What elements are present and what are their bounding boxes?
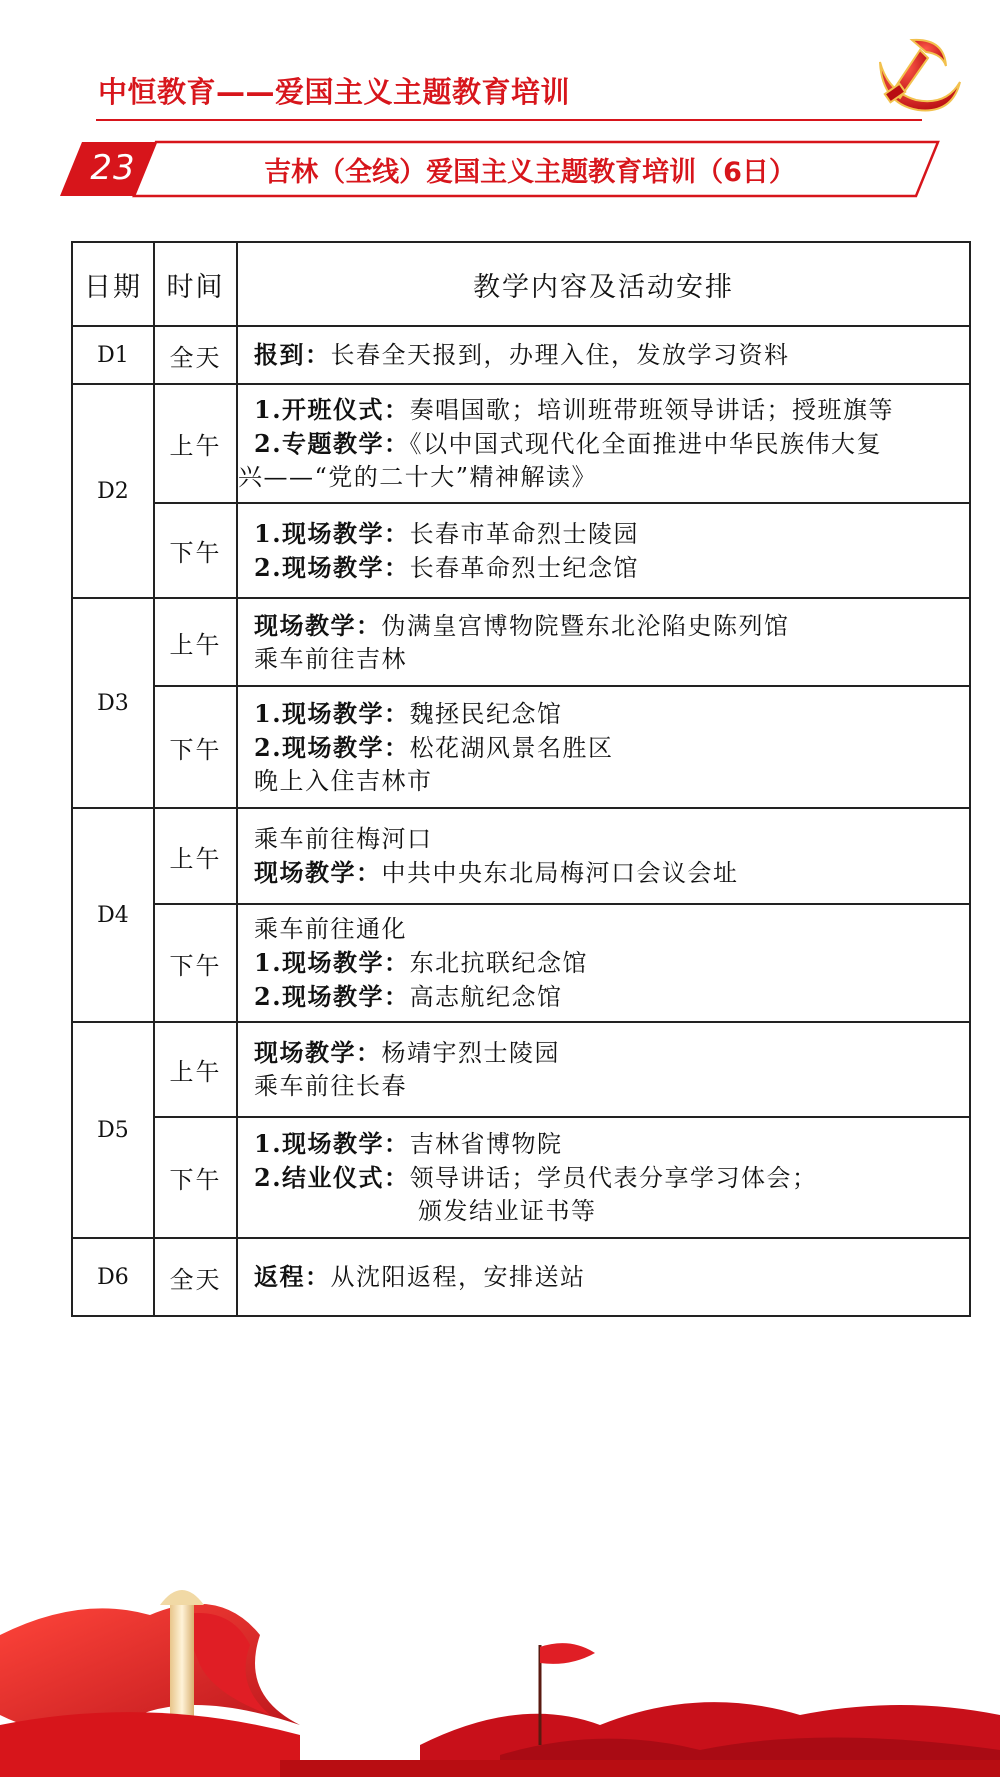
content-cell	[237, 1022, 970, 1117]
table-header-row	[72, 242, 970, 326]
item-text: 松花湖风景名胜区	[409, 733, 614, 762]
time-cell: 上午	[154, 598, 237, 686]
page-title: 吉林（全线）爱国主义主题教育培训（6日）	[264, 156, 796, 188]
item-text: 杨靖宇烈士陵园	[381, 1039, 560, 1067]
day-cell: D3	[72, 598, 154, 808]
table-row	[72, 686, 970, 808]
time-cell: 全天	[154, 1238, 237, 1316]
header-divider	[96, 119, 922, 121]
item-text: 伪满皇宫博物院暨东北沦陷史陈列馆	[381, 611, 790, 640]
item-label: 1.现场教学：	[254, 698, 410, 728]
item-label: 2.现场教学：	[254, 552, 410, 582]
item-text: 乘车前往长春	[254, 1072, 407, 1100]
item-label: 1.开班仪式：	[254, 395, 410, 424]
item-label: 现场教学：	[254, 857, 382, 887]
item-text: 乘车前往吉林	[254, 644, 407, 673]
item-text: 吉林省博物院	[409, 1130, 563, 1158]
item-text: 从沈阳返程，安排送站	[330, 1263, 586, 1291]
column-header-day: 日期	[72, 242, 154, 326]
day-cell: D2	[72, 384, 154, 598]
item-label: 1.现场教学：	[254, 1129, 410, 1158]
item-text: 魏拯民纪念馆	[409, 699, 563, 728]
item-label: 现场教学：	[254, 1038, 382, 1067]
item-label: 报到：	[254, 340, 331, 369]
item-label: 1.现场教学：	[254, 947, 410, 977]
item-text: 奏唱国歌；培训班带班领导讲话；授班旗等	[409, 396, 895, 424]
content-cell	[237, 904, 970, 1022]
item-text: 长春市革命烈士陵园	[409, 519, 640, 548]
content-cell	[237, 1117, 970, 1238]
time-cell: 上午	[154, 808, 237, 904]
table-row	[72, 904, 970, 1022]
item-text: 《以中国式现代化全面推进中华民族伟大复	[409, 430, 883, 458]
schedule-table	[71, 241, 971, 1317]
content-cell	[237, 1238, 970, 1316]
item-text: 东北抗联纪念馆	[409, 948, 589, 977]
time-cell: 上午	[154, 384, 237, 503]
time-cell: 下午	[154, 503, 237, 598]
content-cell	[237, 598, 970, 686]
item-text: 晚上入住吉林市	[254, 766, 433, 795]
content-cell	[237, 326, 970, 384]
content-cell	[237, 384, 970, 503]
time-cell: 上午	[154, 1022, 237, 1117]
item-text: 乘车前往通化	[254, 914, 407, 943]
day-cell: D5	[72, 1022, 154, 1238]
table-row	[72, 1022, 970, 1117]
item-text: 长春全天报到，办理入住，发放学习资料	[330, 341, 790, 369]
item-label: 现场教学：	[254, 610, 382, 640]
item-label: 1.现场教学：	[254, 518, 410, 548]
column-header-time: 时间	[154, 242, 237, 326]
day-cell: D1	[72, 326, 154, 384]
table-row	[72, 808, 970, 904]
table-row	[72, 384, 970, 503]
party-emblem-icon	[872, 32, 964, 118]
time-cell: 下午	[154, 686, 237, 808]
day-cell: D4	[72, 808, 154, 1022]
item-text: 领导讲话；学员代表分享学习体会；	[409, 1164, 818, 1192]
item-label: 2.现场教学：	[254, 732, 410, 762]
item-text: 高志航纪念馆	[409, 982, 563, 1011]
red-flag-banner-art	[0, 1575, 1000, 1777]
item-label: 2.结业仪式：	[254, 1163, 410, 1192]
day-cell: D6	[72, 1238, 154, 1316]
content-cell	[237, 686, 970, 808]
brand-title: 中恒教育——爱国主义主题教育培训	[98, 75, 571, 109]
item-text: 颁发结业证书等	[418, 1197, 597, 1225]
time-cell: 下午	[154, 904, 237, 1022]
content-cell	[237, 503, 970, 598]
item-text: 长春革命烈士纪念馆	[409, 553, 640, 582]
content-cell	[237, 808, 970, 904]
table-row	[72, 1117, 970, 1238]
item-text: 乘车前往梅河口	[254, 824, 433, 853]
section-number: 23	[90, 148, 136, 188]
item-label: 2.现场教学：	[254, 981, 410, 1011]
table-row	[72, 1238, 970, 1316]
table-row	[72, 326, 970, 384]
table-row	[72, 598, 970, 686]
column-header-content: 教学内容及活动安排	[237, 242, 970, 326]
item-label: 返程：	[254, 1262, 331, 1291]
item-label: 2.专题教学：	[254, 429, 410, 458]
table-row	[72, 503, 970, 598]
time-cell: 全天	[154, 326, 237, 384]
item-text: 中共中央东北局梅河口会议会址	[381, 858, 739, 887]
time-cell: 下午	[154, 1117, 237, 1238]
item-text: 兴——“党的二十大”精神解读》	[238, 463, 598, 491]
